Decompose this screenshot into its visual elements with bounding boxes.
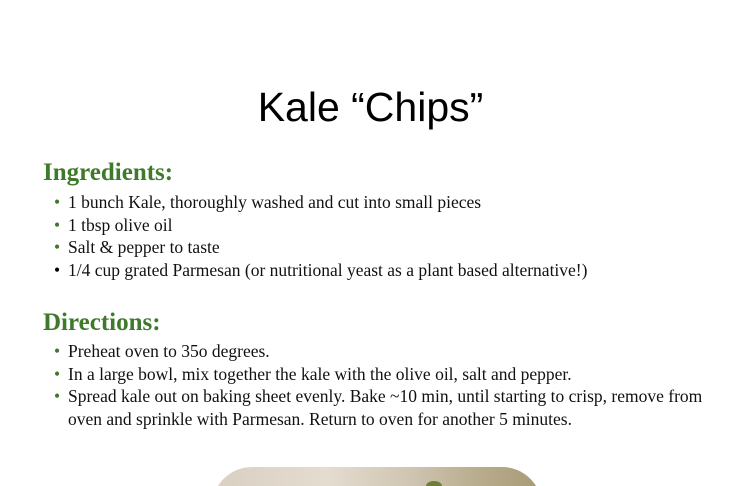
ingredients-list <box>54 191 714 281</box>
ingredient-text: 1 tbsp olive oil <box>68 214 173 235</box>
bullet-icon: • <box>54 192 61 212</box>
bullet-icon: • <box>54 237 61 257</box>
ingredient-text: Salt & pepper to taste <box>68 237 220 257</box>
bullet-icon: • <box>54 386 61 406</box>
list-item <box>54 363 714 386</box>
list-item <box>54 259 714 282</box>
directions-heading: Directions: <box>43 309 161 336</box>
direction-text: In a large bowl, mix together the kale with the olive oil, salt and pepper. <box>68 363 572 384</box>
kale-leaf-icon <box>426 481 442 486</box>
list-item <box>54 214 714 237</box>
list-item <box>54 340 714 363</box>
bullet-icon: • <box>54 214 61 235</box>
bullet-icon: • <box>54 363 61 384</box>
list-item <box>54 385 714 430</box>
page-title: Kale “Chips” <box>257 84 484 130</box>
ingredients-heading: Ingredients: <box>43 159 174 186</box>
direction-text: Spread kale out on baking sheet evenly. Bake ~10 min, until starting to crisp, remove from oven and sprinkle with Parmesan. Return to oven for another 5 minutes. <box>68 386 703 429</box>
bullet-icon: • <box>54 341 61 361</box>
bullet-icon: • <box>54 259 61 280</box>
list-item <box>54 191 714 214</box>
direction-text: Preheat oven to 35o degrees. <box>68 341 270 361</box>
ingredient-text: 1 bunch Kale, thoroughly washed and cut into small pieces <box>68 192 482 212</box>
directions-list <box>54 340 714 430</box>
list-item <box>54 236 714 259</box>
kale-chips-photo <box>212 467 542 486</box>
ingredient-text: 1/4 cup grated Parmesan (or nutritional yeast as a plant based alternative!) <box>68 259 588 280</box>
